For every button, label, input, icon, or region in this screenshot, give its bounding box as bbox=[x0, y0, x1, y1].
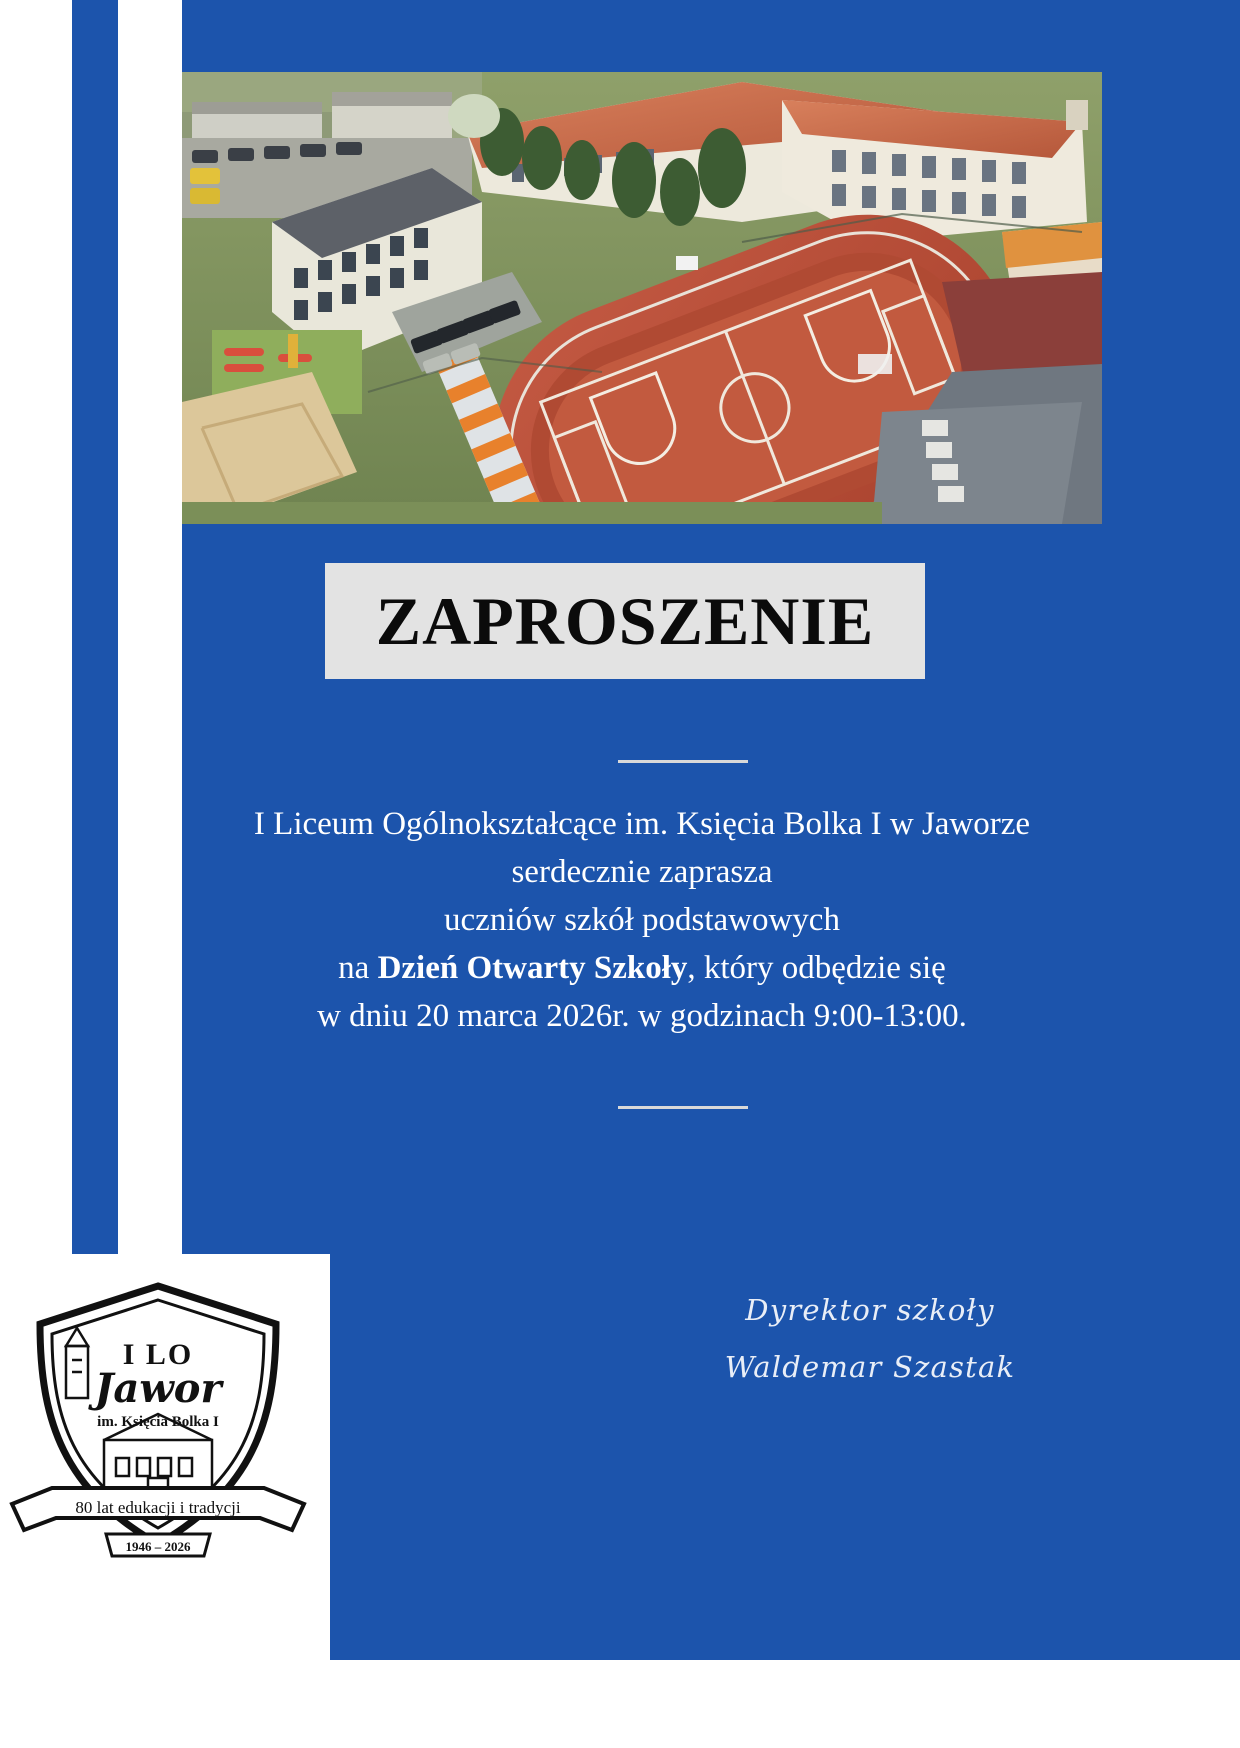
svg-text:80 lat edukacji i tradycji: 80 lat edukacji i tradycji bbox=[75, 1498, 241, 1517]
divider-top bbox=[618, 760, 748, 763]
svg-text:1946 – 2026: 1946 – 2026 bbox=[125, 1539, 191, 1554]
white-bottom-margin bbox=[0, 1660, 1240, 1748]
body-line-4-prefix: na bbox=[338, 950, 378, 986]
body-line-5: w dniu 20 marca 2026r. w godzinach 9:00-13:00. bbox=[317, 998, 967, 1034]
svg-text:Jawor: Jawor bbox=[94, 1365, 222, 1412]
body-line-3: uczniów szkół podstawowych bbox=[444, 902, 840, 938]
svg-text:I LO: I LO bbox=[122, 1338, 194, 1371]
svg-text:im. Księcia Bolka I: im. Księcia Bolka I bbox=[97, 1414, 219, 1430]
divider-bottom bbox=[618, 1106, 748, 1109]
title-banner bbox=[325, 563, 925, 679]
signature-name: Waldemar Szastak bbox=[724, 1350, 1016, 1384]
school-aerial-photo bbox=[182, 72, 1102, 524]
body-line-4-suffix: , który odbędzie się bbox=[687, 950, 946, 986]
page-title: ZAPROSZENIE bbox=[375, 583, 875, 659]
invitation-body bbox=[182, 800, 1102, 1040]
body-line-2: serdecznie zaprasza bbox=[511, 854, 773, 890]
i-lo-jawor-crest-logo bbox=[8, 1272, 308, 1572]
body-line-4 bbox=[182, 944, 1102, 992]
white-inner-stripe bbox=[118, 0, 182, 1254]
body-line-1: I Liceum Ogólnokształcące im. Księcia Bolka I w Jaworze bbox=[253, 806, 1031, 842]
signature-block bbox=[640, 1282, 1100, 1396]
signature-role: Dyrektor szkoły bbox=[745, 1293, 995, 1327]
event-name: Dzień Otwarty Szkoły bbox=[377, 950, 688, 986]
